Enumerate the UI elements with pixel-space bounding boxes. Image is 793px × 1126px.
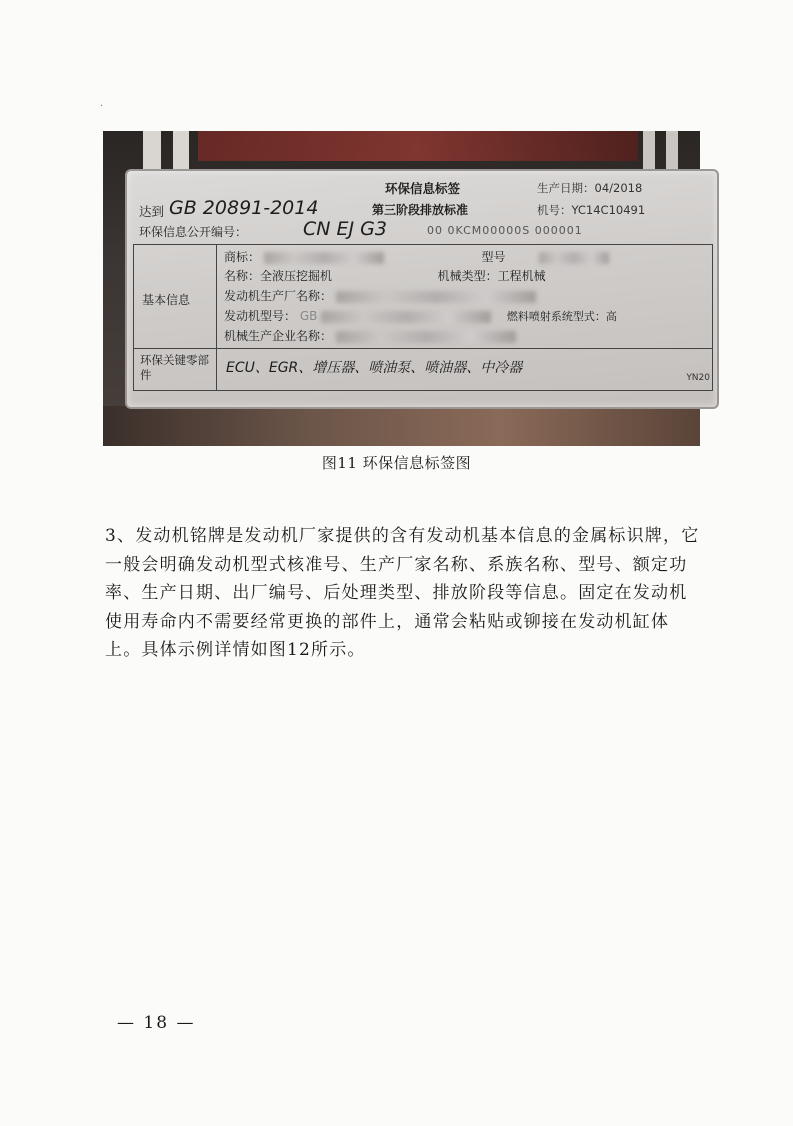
background-floor — [103, 406, 700, 446]
engine-model-value: GB — [299, 309, 318, 323]
background-panel — [198, 131, 638, 161]
plate-title: 环保信息标签 — [385, 181, 461, 196]
table-row — [224, 307, 617, 324]
table-row — [224, 267, 546, 284]
table-row — [224, 248, 609, 265]
standard-prefix: 达到 — [139, 204, 165, 219]
environmental-info-label-plate — [125, 169, 719, 409]
redacted-value — [336, 331, 516, 343]
section-key-parts: 环保关键零部件 — [140, 353, 209, 382]
emission-standard: GB 20891-2014 — [169, 197, 319, 219]
plate-code: YN20 — [686, 373, 710, 383]
info-table — [133, 244, 713, 391]
scan-mark: . — [100, 98, 104, 109]
redacted-value — [336, 291, 536, 303]
table-divider — [216, 245, 217, 390]
redacted-value — [264, 252, 384, 264]
machine-name: 名称：全液压挖掘机 — [224, 269, 333, 283]
figure-photo — [103, 131, 710, 446]
background-pillar — [666, 131, 678, 169]
body-paragraph: 3、发动机铭牌是发动机厂家提供的含有发动机基本信息的金属标识牌，它一般会明确发动机型式核准号、生产厂家名称、系族名称、型号、额定功率、生产日期、出厂编号、后处理类型、排放阶段等信息。固定在发动机使用寿命内不需要经常更换的部件上，通常会粘贴或铆接在发动机缸体上。具体示例详情如图12所示。 — [105, 526, 700, 660]
redacted-value — [539, 252, 609, 264]
page-number: — 18 — — [117, 1013, 196, 1033]
figure-caption: 图11 环保信息标签图 — [321, 454, 472, 472]
public-number-label: 环保信息公开编号： — [139, 225, 248, 239]
engine-maker-label: 发动机生产厂名称： — [224, 289, 333, 303]
table-row — [224, 287, 536, 304]
table-divider — [134, 348, 712, 349]
engine-number: 机号：YC14C10491 — [537, 203, 646, 217]
public-number-value: CN EJ G3 — [303, 218, 387, 240]
machine-type: 机械类型：工程机械 — [437, 269, 546, 283]
public-number-rest: 00 0KCM00000S 000001 — [427, 224, 583, 237]
table-row — [224, 327, 516, 344]
model-label: 型号 — [481, 250, 506, 264]
production-date: 生产日期：04/2018 — [537, 181, 643, 195]
background-pillar — [643, 131, 655, 169]
machine-maker-label: 机械生产企业名称： — [224, 329, 333, 343]
fuel-injection-label: 燃料喷射系统型式：高 — [506, 310, 617, 323]
key-parts-list: ECU、EGR、增压器、喷油泵、喷油器、中冷器 — [226, 360, 523, 376]
engine-model-label: 发动机型号： — [224, 309, 297, 323]
redacted-value — [321, 311, 491, 323]
trademark-label: 商标： — [224, 250, 261, 264]
section-basic-info: 基本信息 — [142, 293, 191, 307]
background-pillar — [173, 131, 189, 169]
background-pillar — [143, 131, 161, 169]
standard-suffix: 第三阶段排放标准 — [372, 203, 469, 217]
